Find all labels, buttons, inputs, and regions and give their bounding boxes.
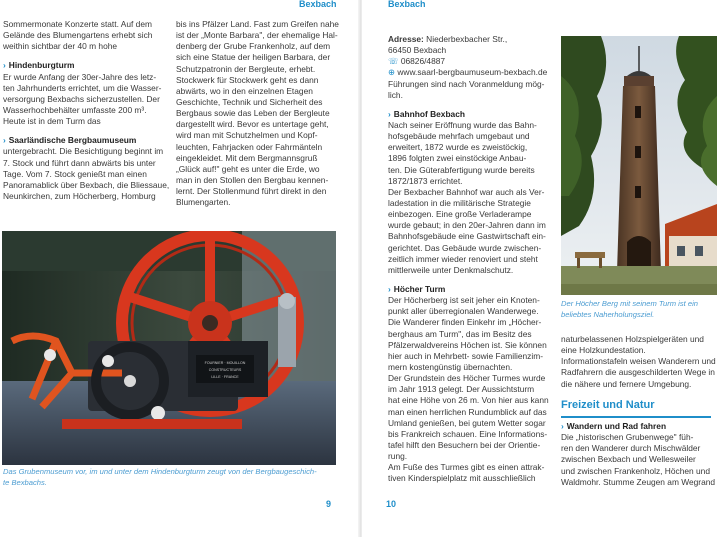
text-line: ten. Die Güterabfertigung wurde bereits <box>388 164 535 175</box>
running-head-right: Bexbach <box>388 0 426 9</box>
heading-hoecher-turm: › Höcher Turm <box>388 283 446 294</box>
section-heading-freizeit: Freizeit und Natur <box>561 399 655 411</box>
text-line: Der Höcherberg ist seit jeher ein Knoten- <box>388 295 540 306</box>
text-line: einbezogen. Eine große Verladerampe <box>388 209 532 220</box>
text-line: Radfahrern die ausgeschilderten Wege in <box>561 367 715 378</box>
right-photo-caption <box>561 298 698 320</box>
arrow-right-icon: › <box>561 421 564 431</box>
text-line: Er wurde Anfang der 30er-Jahre des letz- <box>3 71 157 82</box>
arrow-right-icon: › <box>3 135 6 146</box>
website-link[interactable]: www.saarl-bergbaumuseum-bexbach.de <box>397 67 548 78</box>
text-line: ren den Wanderer durch Mischwälder <box>561 443 701 454</box>
left-page <box>0 0 358 537</box>
page-number-right: 10 <box>386 499 397 509</box>
text-line: 1896 folgten zwei einstöckige Anbau- <box>388 153 527 164</box>
left-photo-caption <box>3 466 317 488</box>
text-line: Informationstafeln weisen Wanderern und <box>561 356 716 367</box>
running-head-left: Bexbach <box>299 0 337 9</box>
text-line: und zwischen Frankenholz, Höchen und <box>561 465 710 476</box>
text-line: abwärts, wo in den einzelnen Etagen <box>176 85 313 96</box>
text-line: Heute ist in dem Turm das <box>3 116 101 127</box>
right-column-2-wandern <box>561 421 715 488</box>
left-column-2 <box>176 19 339 208</box>
text-line: hier auch in Mehrbett- sowie Familienzim- <box>388 350 543 361</box>
caption-line: beliebtes Naherholungsziel. <box>561 310 655 319</box>
text-line: weithin sichtbar der 40 m hohe <box>3 41 118 52</box>
text-line: Waldmohr. Stumme Zeugen am Wegrand <box>561 476 716 487</box>
text-line: 1872/1873 errichtet. <box>388 175 463 186</box>
text-line: Der Grundstein des Höcher Turmes wurde <box>388 373 546 384</box>
text-line: eingekleidet. Mit dem Bergmannsgruß <box>176 152 318 163</box>
text-line: Am Fuße des Turmes gibt es einen attrak- <box>388 462 545 473</box>
text-line: Blumengarten. <box>176 197 231 208</box>
text-line: naturbelassenen Holzspielgeräten und <box>561 334 704 344</box>
address-line <box>388 34 549 45</box>
address-city: 66450 Bexbach <box>388 45 447 56</box>
heading-bergbaumuseum: › Saarländische Bergbaumuseum <box>3 135 137 146</box>
text-line: mern kostengünstig übernachten. <box>388 361 513 372</box>
text-line: Bahnhofsgebäude eine Gastwirtschaft ein- <box>388 231 546 242</box>
text-line: wurde gebaut; in den 20er-Jahren dann im <box>388 220 546 231</box>
text-line: lernt. Der Stollenmund führt direkt in den <box>176 186 327 197</box>
phone-icon: ☏ <box>388 56 399 67</box>
text-line: erweitert, 1872 wurde es zweistöckig, <box>388 142 528 153</box>
text-line: Gelände des Blumengartens erhebt sich <box>3 30 153 41</box>
right-column-2 <box>561 334 716 390</box>
mining-wheel-photo <box>2 231 336 465</box>
text-line: die nähere und fernere Umgebung. <box>561 378 692 389</box>
heading-hindenburgturm: › Hindenburgturm <box>3 60 75 71</box>
text-line: hat eine Höhe von 26 m. Von hier aus kann <box>388 395 549 406</box>
text-line: „Glück auf!" geht es unter die Erde, wo <box>176 163 320 174</box>
caption-line: te Bexbachs. <box>3 478 47 487</box>
text-line: leuchten, Fahrjacken oder Fahrmänteln <box>176 141 323 152</box>
heading-wandern: › Wandern und Rad fahren <box>561 421 667 431</box>
arrow-right-icon: › <box>388 283 391 294</box>
arrow-right-icon: › <box>388 108 391 119</box>
text-line: Schutzpatronin der Bergleute, erhebt. <box>176 63 316 74</box>
text-line: gerichtet. Das Gebäude wurde zwischen- <box>388 242 542 253</box>
address-street: Niederbexbacher Str., <box>426 34 508 44</box>
maker-plate-line-3: LILLE · FRANCE <box>211 375 239 379</box>
text-line: Der Bexbacher Bahnhof war auch als Ver- <box>388 186 545 197</box>
phone-line <box>388 56 549 67</box>
text-line: dargestellt wird. Bevor es untertage geht, <box>176 119 329 130</box>
maker-plate-line-2: CONSTRUCTEURS <box>208 368 242 372</box>
text-line: bis ins Pfälzer Land. Fast zum Greifen nahe <box>176 19 339 29</box>
text-line: bis Frankreich schauen. Eine Informations- <box>388 428 548 439</box>
text-line: Geschichte, Technik und Sicherheit des <box>176 96 323 107</box>
text-line: man einen herrlichen Rundumblick auf das <box>388 406 547 417</box>
text-line: untergebracht. Die Besichtigung beginnt im <box>3 146 164 157</box>
text-line: Pfälzerwaldvereins Höchen ist. Sie können <box>388 339 547 350</box>
text-line: Wasserhochbehälter umfasste 200 m³. <box>3 104 147 115</box>
text-line: ladestation in die militärische Strategie <box>388 197 531 208</box>
text-line: zwischen Bexbach und Wellesweiler <box>561 454 696 465</box>
web-line <box>388 67 549 78</box>
text-line: Nach seiner Eröffnung wurde das Bahn- <box>388 119 537 130</box>
page-number-left: 9 <box>326 499 332 509</box>
text-line: Sommermonate Konzerte statt. Auf dem <box>3 19 152 29</box>
caption-line: Der Höcher Berg mit seinem Turm ist ein <box>561 299 699 308</box>
text-line: rung. <box>388 451 408 462</box>
text-line: Neunkirchen, zum Höcherberg, Homburg <box>3 190 156 201</box>
text-line: denberg der Grube Frankenholz, auf dem <box>176 41 331 52</box>
hoecher-tower-photo <box>561 36 717 295</box>
text-line: Die Wanderer finden Einkehr im „Höcher- <box>388 317 542 328</box>
text-line: 7. Stock und führt dann abwärts bis unter <box>3 157 156 168</box>
text-line: punkt aller überregionalen Wanderwege. <box>388 306 539 317</box>
text-line: Bergbaus sowie das Leben der Bergleute <box>176 108 330 119</box>
text-line: Umland genießen, bei gutem Wetter sogar <box>388 417 546 428</box>
heading-bahnhof: › Bahnhof Bexbach <box>388 108 465 119</box>
text-line: Tage. Vom 7. Stock genießt man einen <box>3 168 147 179</box>
text-line: man in den Stollen den Bergbau kennen- <box>176 174 329 185</box>
globe-icon: ⊕ <box>388 67 396 78</box>
caption-line: Das Grubenmuseum vor, im und unter dem Hindenburgturm zeugt von der Bergbaugeschich- <box>3 467 317 476</box>
text-line: hofsgebäude mehrfach umgebaut und <box>388 131 530 142</box>
text-line: mittlerweile unter Denkmalschutz. <box>388 264 514 275</box>
text-line: im Jahr 1913 gelegt. Der Aussichtsturm <box>388 384 535 395</box>
text-line: berghaus am Turm", das im Besitz des <box>388 328 532 339</box>
text-line: versorgung Bexbachs sicherzustellen. Der <box>3 93 160 104</box>
text-line: zeitlich immer wieder renoviert und steht <box>388 253 538 264</box>
right-page <box>362 0 720 537</box>
text-line: Die „historischen Grubenwege" füh- <box>561 432 694 443</box>
right-column-1 <box>388 34 549 484</box>
text-line: eine Holzkundestation. <box>561 345 646 356</box>
maker-plate-line-1: FOURNIER · MOUILLON <box>204 361 246 365</box>
text-line: wird man mit Schutzhelmen und Kopf- <box>176 130 318 141</box>
address-label: Adresse: <box>388 34 424 44</box>
arrow-right-icon: › <box>3 60 6 71</box>
text-line: ten Jahrhunderts errichtet, um die Wasser- <box>3 82 162 93</box>
phone-number: 06826/4887 <box>400 56 446 67</box>
text-line: Führungen sind nach Voranmeldung mög- <box>388 78 545 89</box>
text-line: Stockwerk für Stockwerk geht es dann <box>176 74 319 85</box>
text-line: tiven Kinderspielplatz mit ausschließlich <box>388 473 536 484</box>
section-divider <box>561 416 711 418</box>
left-column-1 <box>3 19 169 202</box>
text-line: lich. <box>388 89 403 100</box>
text-line: tafel hilft den Besuchern bei der Orientie- <box>388 439 541 450</box>
text-line: sich eine Statue der heiligen Barbara, der <box>176 52 331 63</box>
text-line: ist der „Monte Barbara", der ehemalige Hal- <box>176 30 338 41</box>
text-line: Panoramablick über Bexbach, die Bliessaue, <box>3 179 170 190</box>
